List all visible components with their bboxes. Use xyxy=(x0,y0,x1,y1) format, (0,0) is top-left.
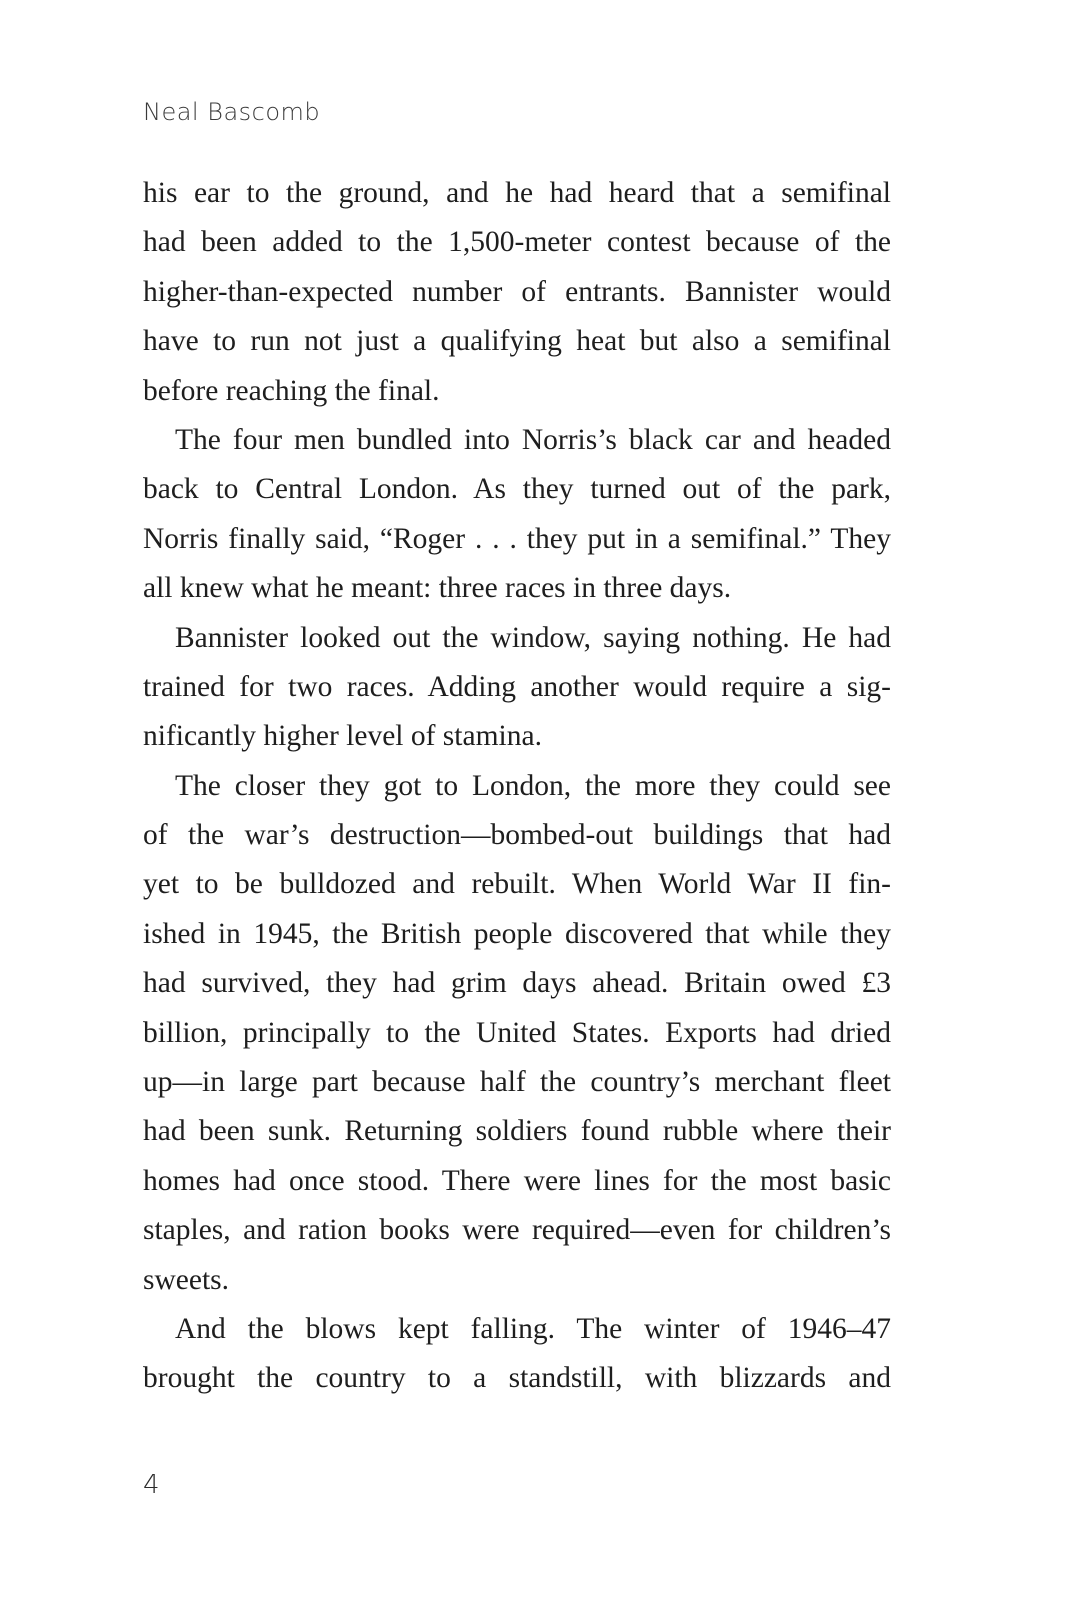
page-number: 4 xyxy=(143,1470,160,1500)
text-line: ished in 1945, the British people discovered that while they xyxy=(143,917,891,950)
text-line: And the blows kept falling. The winter of 1946–47 xyxy=(175,1312,891,1345)
text-line: homes had once stood. There were lines for the most basic xyxy=(143,1164,891,1197)
body-text xyxy=(143,169,891,1404)
text-line: Norris finally said, “Roger . . . they put in a semifinal.” They xyxy=(143,522,891,555)
text-line: up—in large part because half the country’s merchant fleet xyxy=(143,1066,891,1099)
text-line: brought the country to a standstill, with blizzards and xyxy=(143,1362,891,1395)
text-line: sweets. xyxy=(143,1263,230,1296)
text-line: billion, principally to the United States. Exports had dried xyxy=(143,1016,891,1049)
text-line: higher-than-expected number of entrants. Bannister would xyxy=(143,275,891,308)
text-line: had been added to the 1,500-meter contest because of the xyxy=(143,226,891,259)
text-line: his ear to the ground, and he had heard that a semifinal xyxy=(143,177,891,209)
text-line: trained for two races. Adding another would require a sig- xyxy=(143,670,891,703)
text-line: The closer they got to London, the more they could see xyxy=(175,769,891,802)
running-head: Neal Bascomb xyxy=(143,98,321,126)
text-line: before reaching the final. xyxy=(143,374,440,407)
text-line: have to run not just a qualifying heat but also a semifinal xyxy=(143,325,891,358)
text-line: staples, and ration books were required—even for children’s xyxy=(143,1214,891,1247)
text-line: of the war’s destruction—bombed-out buildings that had xyxy=(143,819,891,852)
text-line: had been sunk. Returning soldiers found rubble where their xyxy=(143,1115,891,1148)
text-line: yet to be bulldozed and rebuilt. When World War II fin- xyxy=(143,868,891,901)
text-line: The four men bundled into Norris’s black car and headed xyxy=(175,423,891,456)
text-line: back to Central London. As they turned out of the park, xyxy=(143,473,891,506)
text-line: had survived, they had grim days ahead. Britain owed £3 xyxy=(143,967,891,1000)
text-line: nificantly higher level of stamina. xyxy=(143,720,542,753)
text-line: Bannister looked out the window, saying nothing. He had xyxy=(175,621,891,654)
text-line: all knew what he meant: three races in three days. xyxy=(143,572,732,605)
